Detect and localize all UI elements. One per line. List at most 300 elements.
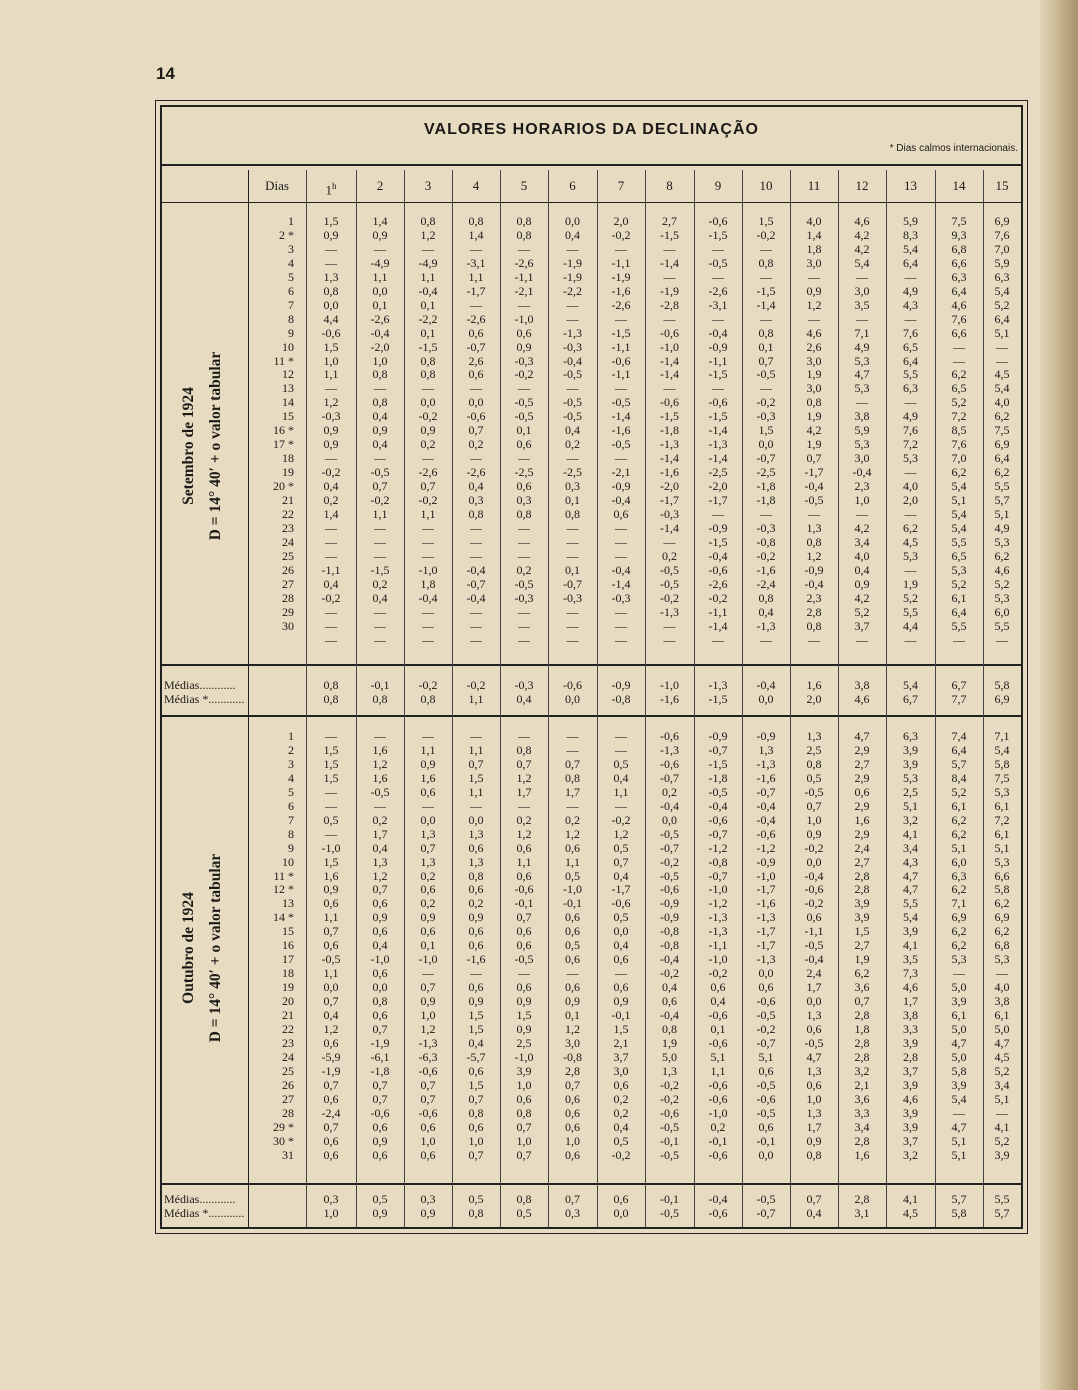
value-cell: 0,6 xyxy=(468,924,484,939)
day-number: 18 xyxy=(282,451,294,466)
value-cell: 3,0 xyxy=(806,255,822,270)
value-cell: -1,0 xyxy=(708,1105,728,1120)
value-cell: 5,3 xyxy=(994,784,1010,799)
value-cell: 6,8 xyxy=(951,241,967,256)
value-cell: 5,1 xyxy=(951,1147,967,1162)
value-cell: -0,6 xyxy=(370,1105,390,1120)
value-cell: 6,2 xyxy=(951,826,967,841)
value-cell: 7,5 xyxy=(994,770,1010,785)
value-cell: 0,4 xyxy=(565,227,580,242)
value-cell: — xyxy=(953,353,965,368)
value-cell: 0,2 xyxy=(468,896,484,911)
value-cell: — xyxy=(856,395,868,410)
value-cell: 6,2 xyxy=(854,966,870,981)
value-cell: 2,9 xyxy=(854,742,870,757)
day-number: 24 xyxy=(282,1049,294,1064)
value-cell: 0,6 xyxy=(323,1035,339,1050)
value-cell: -2,4 xyxy=(321,1105,341,1120)
value-cell: -0,2 xyxy=(708,966,728,981)
value-cell: 1,2 xyxy=(565,826,580,841)
medias-value: 0,0 xyxy=(565,692,580,706)
value-cell: 0,6 xyxy=(758,980,774,995)
table-row xyxy=(162,1135,1021,1148)
value-cell: -0,6 xyxy=(708,1091,728,1106)
value-cell: 0,1 xyxy=(420,938,436,953)
value-cell: 1,5 xyxy=(323,854,339,869)
value-cell: 0,8 xyxy=(806,534,822,549)
value-cell: — xyxy=(760,632,772,647)
value-cell: 5,5 xyxy=(994,479,1010,494)
value-cell: -1,3 xyxy=(708,437,728,452)
value-cell: -2,0 xyxy=(370,339,390,354)
value-cell: 0,9 xyxy=(854,576,870,591)
table-row xyxy=(162,1037,1021,1050)
value-cell: -0,4 xyxy=(660,798,679,813)
value-cell: 5,8 xyxy=(994,882,1010,897)
value-cell: 1,6 xyxy=(372,770,388,785)
value-cell: — xyxy=(422,798,434,813)
value-cell: 0,9 xyxy=(372,423,388,438)
value-cell: 2,9 xyxy=(854,770,870,785)
value-cell: 5,1 xyxy=(903,798,918,813)
value-cell: 1,5 xyxy=(613,1021,629,1036)
value-cell: 6,1 xyxy=(994,798,1010,813)
table-row xyxy=(162,897,1021,910)
value-cell: 1,1 xyxy=(613,784,629,799)
value-cell: 1,5 xyxy=(323,770,339,785)
value-cell: — xyxy=(374,618,386,633)
value-cell: -1,4 xyxy=(611,576,631,591)
table-row xyxy=(162,327,1021,340)
value-cell: 6,5 xyxy=(903,339,918,354)
value-cell: — xyxy=(712,632,724,647)
value-cell: -0,4 xyxy=(804,479,824,494)
table-row xyxy=(162,814,1021,827)
value-cell: — xyxy=(615,381,627,396)
value-cell: -1,8 xyxy=(370,1063,390,1078)
value-cell: 0,4 xyxy=(613,868,629,883)
value-cell: -0,2 xyxy=(756,1021,776,1036)
value-cell: — xyxy=(374,632,386,647)
value-cell: 6,3 xyxy=(903,381,918,396)
value-cell: 0,6 xyxy=(372,966,388,981)
value-cell: -0,2 xyxy=(756,395,776,410)
value-cell: — xyxy=(663,618,676,633)
day-number: 17 xyxy=(282,952,294,967)
value-cell: — xyxy=(856,506,868,521)
value-cell: -0,2 xyxy=(370,493,390,507)
value-cell: -0,1 xyxy=(708,1133,728,1148)
value-cell: 2,7 xyxy=(854,938,870,953)
value-cell: -0,6 xyxy=(756,826,776,841)
value-cell: 0,2 xyxy=(516,812,532,827)
value-cell: 0,9 xyxy=(565,994,580,1009)
value-cell: 6,9 xyxy=(994,214,1010,228)
value-cell: 1,1 xyxy=(420,742,436,757)
value-cell: 1,0 xyxy=(516,1133,532,1148)
value-cell: -2,6 xyxy=(466,465,486,480)
value-cell: -0,5 xyxy=(660,826,679,841)
day-number: 8 xyxy=(288,311,294,326)
value-cell: -1,6 xyxy=(611,423,631,438)
day-number: 20 xyxy=(282,994,294,1009)
value-cell: — xyxy=(856,269,868,284)
medias-value: -0,4 xyxy=(708,1192,728,1206)
value-cell: -2,6 xyxy=(708,283,728,298)
value-cell: -1,6 xyxy=(660,465,679,480)
table-row xyxy=(162,396,1021,409)
value-cell: -1,4 xyxy=(756,297,776,312)
value-cell: 0,5 xyxy=(806,770,822,785)
table-row xyxy=(162,271,1021,284)
table-row xyxy=(162,494,1021,507)
value-cell: -1,0 xyxy=(321,840,341,855)
value-cell: 0,6 xyxy=(323,1133,339,1148)
value-cell: -1,4 xyxy=(611,409,631,424)
value-cell: 3,9 xyxy=(903,1105,918,1120)
value-cell: 0,5 xyxy=(613,756,629,771)
medias-value: 5,4 xyxy=(903,678,918,692)
value-cell: — xyxy=(904,506,917,521)
value-cell: 0,1 xyxy=(420,297,436,312)
value-cell: 0,9 xyxy=(323,437,339,452)
value-cell: 3,4 xyxy=(994,1077,1010,1092)
value-cell: 0,6 xyxy=(565,1119,580,1134)
value-cell: 6,2 xyxy=(951,465,967,480)
value-cell: 3,9 xyxy=(903,756,918,771)
value-cell: -1,3 xyxy=(660,437,679,452)
value-cell: 0,4 xyxy=(710,994,726,1009)
value-cell: 0,7 xyxy=(372,882,388,897)
value-cell: 4,9 xyxy=(854,339,870,354)
value-cell: 0,3 xyxy=(468,493,484,507)
value-cell: 0,6 xyxy=(372,924,388,939)
value-cell: 1,3 xyxy=(420,826,436,841)
value-cell: -1,0 xyxy=(418,952,438,967)
value-cell: — xyxy=(470,798,482,813)
value-cell: -1,5 xyxy=(660,409,679,424)
value-cell: — xyxy=(518,451,530,466)
value-cell: -1,1 xyxy=(804,924,824,939)
value-cell: -1,9 xyxy=(370,1035,390,1050)
value-cell: 1,2 xyxy=(806,297,822,312)
value-cell: — xyxy=(374,241,386,256)
formula-setembro: D = 14° 40′ + o valor tabular xyxy=(207,351,224,541)
value-cell: 0,7 xyxy=(468,1091,484,1106)
value-cell: 0,7 xyxy=(565,1077,580,1092)
value-cell: 1,3 xyxy=(806,520,822,535)
value-cell: -1,5 xyxy=(418,339,438,354)
value-cell: 0,6 xyxy=(516,479,532,494)
medias-value: -0,4 xyxy=(756,678,776,692)
value-cell: 0,9 xyxy=(468,994,484,1009)
value-cell: 6,0 xyxy=(951,854,967,869)
value-cell: -0,3 xyxy=(563,339,582,354)
value-cell: -1,5 xyxy=(660,227,679,242)
value-cell: 0,7 xyxy=(565,756,580,771)
value-cell: 0,6 xyxy=(468,882,484,897)
value-cell: — xyxy=(663,269,676,284)
value-cell: 1,0 xyxy=(806,812,822,827)
value-cell: 0,6 xyxy=(468,938,484,953)
value-cell: -1,6 xyxy=(466,952,486,967)
day-number: 12 xyxy=(282,367,294,382)
value-cell: 0,4 xyxy=(323,1008,339,1022)
value-cell: -1,0 xyxy=(660,339,679,354)
table-row xyxy=(162,1051,1021,1064)
medias-value: 0,0 xyxy=(758,692,774,706)
value-cell: -0,2 xyxy=(756,548,776,563)
value-cell: — xyxy=(856,632,868,647)
value-cell: -0,9 xyxy=(804,562,824,577)
value-cell: 4,6 xyxy=(903,980,918,995)
value-cell: 2,1 xyxy=(854,1077,870,1092)
value-cell: -1,7 xyxy=(466,283,486,298)
value-cell: 1,5 xyxy=(468,1008,484,1022)
value-cell: 6,5 xyxy=(951,381,967,396)
value-cell: 0,8 xyxy=(420,367,436,382)
medias-value: 0,4 xyxy=(516,692,532,706)
value-cell: — xyxy=(374,534,386,549)
value-cell: -0,5 xyxy=(514,952,534,967)
medias-value: 3,1 xyxy=(854,1206,870,1220)
column-header-hour: 5 xyxy=(520,178,528,193)
value-cell: -0,2 xyxy=(660,1091,679,1106)
medias-value: 6,9 xyxy=(994,692,1010,706)
value-cell: 1,6 xyxy=(372,742,388,757)
value-cell: 5,3 xyxy=(854,437,870,452)
table-row xyxy=(162,341,1021,354)
column-header-hour: 4 xyxy=(472,178,480,193)
value-cell: 1,5 xyxy=(854,924,870,939)
value-cell: — xyxy=(566,632,579,647)
value-cell: 7,0 xyxy=(994,241,1010,256)
value-cell: -0,2 xyxy=(804,896,824,911)
value-cell: 5,4 xyxy=(994,283,1010,298)
value-cell: 1,2 xyxy=(372,756,388,771)
value-cell: -0,7 xyxy=(756,784,776,799)
value-cell: — xyxy=(518,632,530,647)
value-cell: 5,1 xyxy=(951,840,967,855)
medias-value: 7,7 xyxy=(951,692,967,706)
value-cell: 0,7 xyxy=(372,479,388,494)
value-cell: -0,6 xyxy=(418,1063,438,1078)
value-cell: 0,4 xyxy=(854,562,870,577)
column-header-hour: 8 xyxy=(666,178,673,193)
value-cell: -5,9 xyxy=(321,1049,341,1064)
value-cell: -0,5 xyxy=(563,409,582,424)
value-cell: 0,4 xyxy=(613,938,629,953)
value-cell: 1,2 xyxy=(565,1021,580,1036)
value-cell: 6,2 xyxy=(903,520,918,535)
value-cell: -2,1 xyxy=(514,283,534,298)
value-cell: 5,4 xyxy=(994,381,1010,396)
value-cell: 5,4 xyxy=(951,506,967,521)
table-row xyxy=(162,634,1021,647)
table-rule xyxy=(162,1183,1021,1185)
value-cell: 4,6 xyxy=(854,214,870,228)
table-row xyxy=(162,382,1021,395)
value-cell: — xyxy=(374,798,386,813)
medias-value: -0,8 xyxy=(611,692,631,706)
value-cell: -0,5 xyxy=(804,784,824,799)
value-cell: — xyxy=(518,534,530,549)
value-cell: 0,5 xyxy=(565,938,580,953)
value-cell: -0,2 xyxy=(321,590,341,605)
medias-value: 3,8 xyxy=(854,678,870,692)
value-cell: 5,4 xyxy=(854,255,870,270)
value-cell: — xyxy=(518,241,530,256)
value-cell: -0,4 xyxy=(660,952,679,967)
value-cell: 7,3 xyxy=(903,966,918,981)
value-cell: -1,4 xyxy=(660,520,679,535)
value-cell: — xyxy=(996,966,1008,981)
value-cell: 0,7 xyxy=(323,994,339,1009)
table-row xyxy=(162,452,1021,465)
value-cell: 0,0 xyxy=(420,395,436,410)
value-cell: 1,5 xyxy=(323,339,339,354)
value-cell: 0,7 xyxy=(420,1077,436,1092)
value-cell: -0,7 xyxy=(466,339,486,354)
value-cell: — xyxy=(904,395,917,410)
value-cell: 2,4 xyxy=(806,966,822,981)
day-number: 28 xyxy=(282,1105,294,1120)
value-cell: 2,7 xyxy=(662,214,677,228)
value-cell: 0,6 xyxy=(420,1147,436,1162)
value-cell: 5,7 xyxy=(951,756,967,771)
value-cell: -0,5 xyxy=(611,437,631,452)
day-number: 30 xyxy=(282,618,294,633)
table-rule xyxy=(162,664,1021,666)
value-cell: 0,6 xyxy=(565,910,580,925)
book-spine-shadow xyxy=(1040,0,1078,1390)
medias-row xyxy=(162,679,1021,692)
value-cell: 5,5 xyxy=(903,604,918,619)
day-number: 10 xyxy=(282,854,294,869)
day-number: 13 xyxy=(282,381,294,396)
value-cell: -1,1 xyxy=(708,938,728,953)
value-cell: 3,5 xyxy=(854,297,870,312)
value-cell: 0,8 xyxy=(516,1105,532,1120)
table-title: VALORES HORARIOS DA DECLINAÇÃO xyxy=(424,121,759,138)
value-cell: 1,8 xyxy=(854,1021,870,1036)
value-cell: 1,2 xyxy=(323,395,339,410)
value-cell: 0,4 xyxy=(613,770,629,785)
value-cell: 6,9 xyxy=(994,910,1010,925)
value-cell: 0,6 xyxy=(516,980,532,995)
value-cell: 0,2 xyxy=(613,1091,629,1106)
medias-value: 6,7 xyxy=(903,692,918,706)
value-cell: 1,0 xyxy=(372,353,388,368)
value-cell: 1,7 xyxy=(806,1119,822,1134)
value-cell: 1,5 xyxy=(758,214,774,228)
value-cell: 0,6 xyxy=(468,1063,484,1078)
value-cell: -2,6 xyxy=(708,576,728,591)
column-header-hour: 3 xyxy=(424,178,432,193)
value-cell: — xyxy=(566,798,579,813)
value-cell: 0,9 xyxy=(806,826,822,841)
value-cell: 6,2 xyxy=(994,896,1010,911)
value-cell: 0,7 xyxy=(516,756,532,771)
value-cell: 1,3 xyxy=(372,854,388,869)
value-cell: -0,1 xyxy=(660,1133,679,1148)
value-cell: -0,8 xyxy=(563,1049,582,1064)
value-cell: -0,4 xyxy=(708,548,728,563)
value-cell: 3,6 xyxy=(854,980,870,995)
value-cell: -1,5 xyxy=(708,756,728,771)
value-cell: -0,3 xyxy=(756,409,776,424)
value-cell: 0,6 xyxy=(420,784,436,799)
value-cell: 2,8 xyxy=(903,1049,918,1064)
medias-value: -0,6 xyxy=(708,1206,728,1220)
value-cell: — xyxy=(615,966,627,981)
value-cell: 6,4 xyxy=(951,604,967,619)
value-cell: 1,7 xyxy=(565,784,580,799)
day-number: 3 xyxy=(288,756,294,771)
value-cell: 6,4 xyxy=(994,311,1010,326)
value-cell: 0,1 xyxy=(420,325,436,340)
value-cell: 2,4 xyxy=(854,840,870,855)
value-cell: 2,8 xyxy=(565,1063,580,1078)
value-cell: 6,2 xyxy=(994,548,1010,563)
value-cell: 1,3 xyxy=(806,1105,822,1120)
value-cell: 0,0 xyxy=(323,980,339,995)
medias-value: 5,5 xyxy=(994,1192,1010,1206)
table-row xyxy=(162,243,1021,256)
value-cell: 7,0 xyxy=(951,451,967,466)
value-cell: 0,0 xyxy=(806,994,822,1009)
value-cell: -0,4 xyxy=(708,325,728,340)
value-cell: 1,5 xyxy=(323,742,339,757)
value-cell: 4,3 xyxy=(903,854,918,869)
value-cell: 4,5 xyxy=(994,367,1010,382)
table-row xyxy=(162,1107,1021,1120)
medias-value: -0,7 xyxy=(756,1206,776,1220)
value-cell: -0,9 xyxy=(660,910,679,925)
day-number: 31 xyxy=(282,1147,294,1162)
value-cell: -0,9 xyxy=(708,520,728,535)
value-cell: 0,9 xyxy=(420,756,436,771)
value-cell: 3,6 xyxy=(854,1091,870,1106)
value-cell: — xyxy=(904,269,917,284)
value-cell: -0,2 xyxy=(756,227,776,242)
value-cell: — xyxy=(422,451,434,466)
medias-value: 1,1 xyxy=(468,692,484,706)
value-cell: -0,6 xyxy=(756,1091,776,1106)
table-row xyxy=(162,730,1021,743)
value-cell: 1,5 xyxy=(468,1077,484,1092)
value-cell: 0,1 xyxy=(372,297,388,312)
table-row xyxy=(162,550,1021,563)
value-cell: -0,5 xyxy=(660,576,679,591)
value-cell: 3,7 xyxy=(613,1049,629,1064)
value-cell: 0,2 xyxy=(662,784,677,799)
value-cell: -0,7 xyxy=(756,451,776,466)
value-cell: — xyxy=(808,632,820,647)
value-cell: 5,1 xyxy=(951,1133,967,1148)
column-header-hour: 9 xyxy=(714,178,722,193)
value-cell: 7,1 xyxy=(854,325,870,340)
value-cell: 0,5 xyxy=(613,1133,629,1148)
value-cell: 1,2 xyxy=(323,1021,339,1036)
value-cell: 0,6 xyxy=(613,506,629,521)
value-cell: 0,6 xyxy=(468,367,484,382)
value-cell: 7,6 xyxy=(994,227,1010,242)
value-cell: 0,6 xyxy=(323,1147,339,1162)
value-cell: 4,7 xyxy=(903,868,918,883)
table-row xyxy=(162,466,1021,479)
value-cell: 3,9 xyxy=(903,1077,918,1092)
